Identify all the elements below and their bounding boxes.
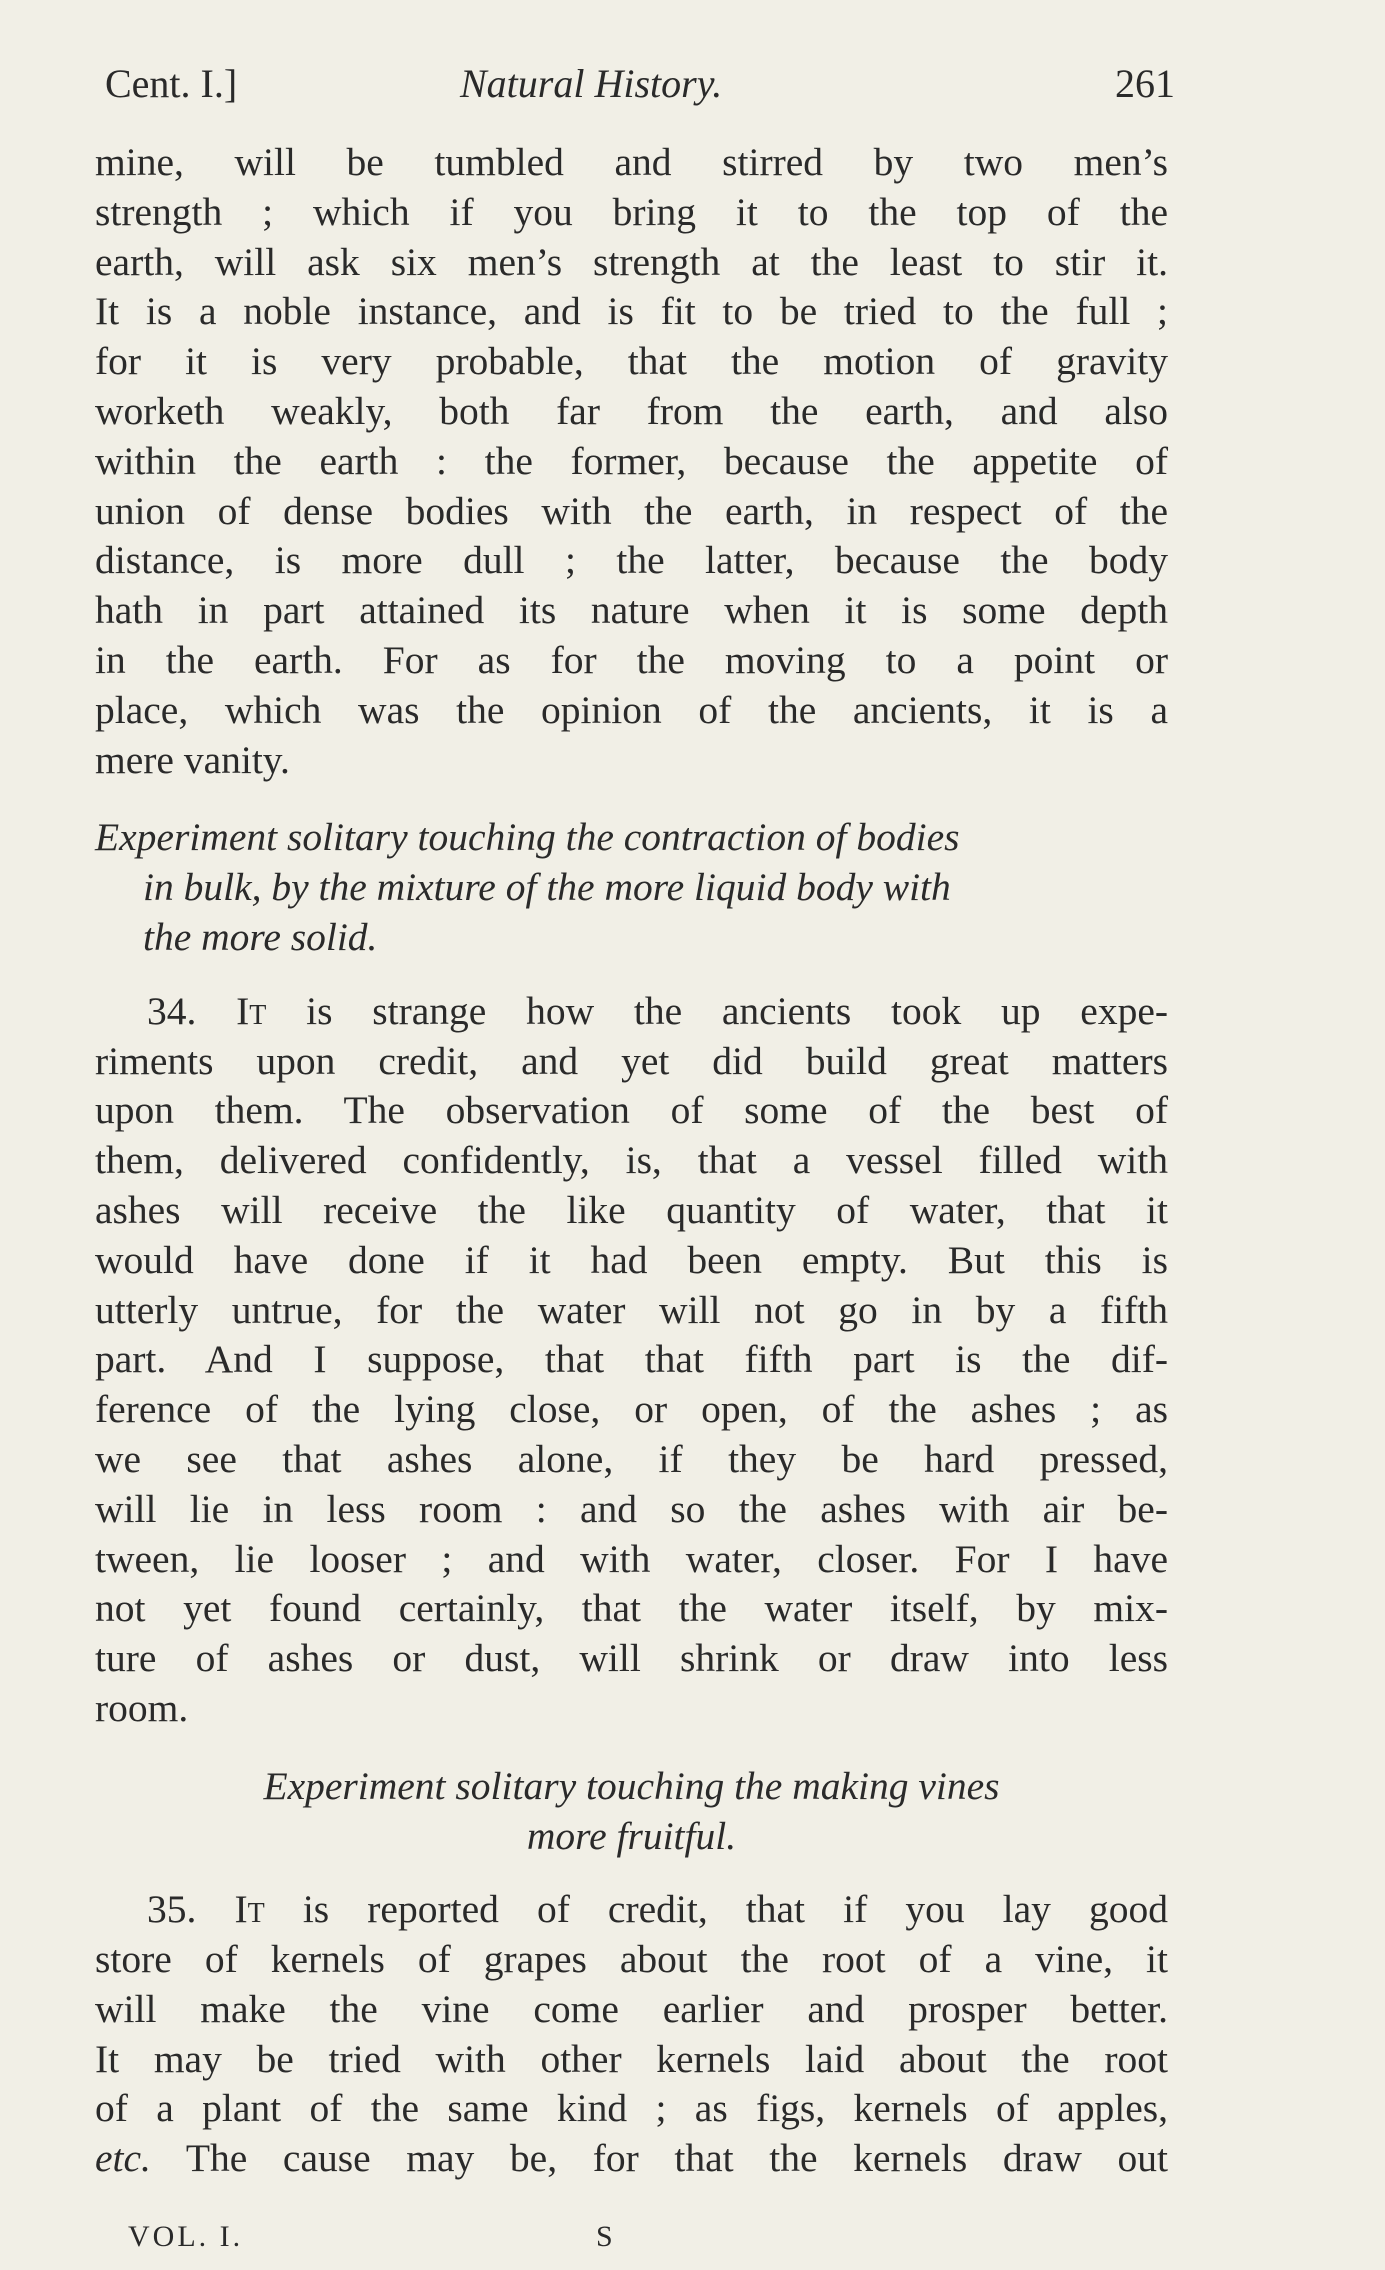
heading-line: more fruitful.	[526, 1813, 737, 1858]
paragraph-34	[95, 987, 1168, 1734]
heading-line: Experiment solitary touching the contraction of bodies	[95, 815, 960, 860]
heading-line: in bulk, by the mixture of the more liquid body with	[143, 865, 951, 910]
text-line: strength ; which if you bring it to the top of the	[95, 189, 1168, 234]
paragraph-35	[95, 1885, 1168, 2184]
experiment-heading-vines	[95, 1762, 1168, 1862]
text-line: mere vanity.	[95, 737, 290, 782]
text-line: distance, is more dull ; the latter, because the body	[95, 538, 1168, 583]
text-line: part. And I suppose, that that fifth part is the dif-	[95, 1337, 1168, 1382]
text-line	[95, 1885, 1168, 1935]
paragraph-number: 34.	[147, 988, 197, 1033]
page-number: 261	[1115, 61, 1175, 106]
paragraph-lead-word: It	[236, 988, 267, 1033]
text-line: of a plant of the same kind ; as figs, kernels of apples,	[95, 2086, 1168, 2131]
text-line: within the earth : the former, because the appetite of	[95, 438, 1168, 483]
text-line: ture of ashes or dust, will shrink or draw into less	[95, 1636, 1168, 1681]
text-line: union of dense bodies with the earth, in respect of the	[95, 488, 1168, 533]
text-line	[95, 2134, 1168, 2184]
text-line: place, which was the opinion of the ancients, it is a	[95, 687, 1168, 732]
text-line: hath in part attained its nature when it is some depth	[95, 588, 1168, 633]
paragraph-number: 35.	[147, 1887, 197, 1932]
text-line: riments upon credit, and yet did build great matters	[95, 1038, 1168, 1083]
continued-paragraph	[95, 138, 1168, 785]
text-line: will lie in less room : and so the ashes with air be-	[95, 1486, 1168, 1531]
text-line: worketh weakly, both far from the earth, and also	[95, 388, 1168, 433]
signature-mark: S	[596, 2220, 616, 2253]
header-book-title: Natural History.	[460, 61, 723, 106]
text-line: room.	[95, 1685, 189, 1730]
text-line: we see that ashes alone, if they be hard pressed,	[95, 1436, 1168, 1481]
heading-line: the more solid.	[143, 914, 378, 959]
header-section-label: Cent. I.]	[105, 61, 238, 106]
text-line: for it is very probable, that the motion of gravity	[95, 339, 1168, 384]
paragraph-first-line: is strange how the ancients took up expe-	[306, 988, 1169, 1033]
text-line: tween, lie looser ; and with water, closer. For I have	[95, 1536, 1168, 1581]
text-line: ashes will receive the like quantity of water, that it	[95, 1187, 1168, 1232]
text-line: will make the vine come earlier and prosper better.	[95, 1986, 1168, 2031]
abbreviation-etc: etc.	[95, 2136, 151, 2181]
text-line	[95, 987, 1168, 1037]
text-line: utterly untrue, for the water will not go in by a fifth	[95, 1287, 1168, 1332]
paragraph-lead-word: It	[234, 1887, 265, 1932]
paragraph-first-line: is reported of credit, that if you lay good	[302, 1887, 1169, 1932]
text-line: would have done if it had been empty. But this is	[95, 1237, 1168, 1282]
volume-label: VOL. I.	[128, 2220, 244, 2253]
text-line: It may be tried with other kernels laid about the root	[95, 2036, 1168, 2081]
text-line: not yet found certainly, that the water itself, by mix-	[95, 1586, 1168, 1631]
text-line: upon them. The observation of some of the best of	[95, 1088, 1168, 1133]
experiment-heading-contraction	[95, 813, 1168, 962]
text-line: store of kernels of grapes about the root of a vine, it	[95, 1937, 1168, 1982]
heading-line: Experiment solitary touching the making vines	[263, 1763, 1000, 1808]
text-line: ference of the lying close, or open, of the ashes ; as	[95, 1387, 1168, 1432]
text-line: It is a noble instance, and is fit to be tried to the full ;	[95, 289, 1168, 334]
text-line: earth, will ask six men’s strength at the least to stir it.	[95, 239, 1168, 284]
text-line: them, delivered confidently, is, that a vessel filled with	[95, 1138, 1168, 1183]
running-header	[105, 60, 1175, 120]
page-body	[95, 138, 1168, 2184]
text-line: mine, will be tumbled and stirred by two men’s	[95, 140, 1168, 184]
text-line: in the earth. For as for the moving to a point or	[95, 637, 1168, 682]
text-fragment: The cause may be, for that the kernels draw out	[185, 2136, 1168, 2181]
